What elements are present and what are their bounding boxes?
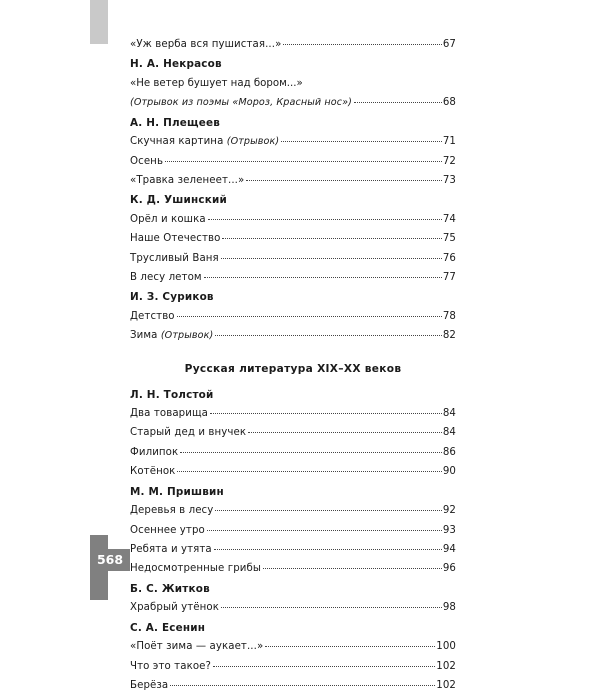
dot-leader: [214, 549, 442, 550]
author-heading: Н. А. Некрасов: [130, 58, 222, 71]
toc-entry: [130, 563, 456, 582]
toc-entry-title-text: Наше Отечество: [130, 233, 221, 245]
toc-entry-title: [130, 680, 168, 691]
toc-entry-page: 86: [442, 446, 456, 458]
toc-entry-page: 96: [442, 563, 456, 575]
toc-entry: [130, 408, 456, 427]
toc-entry: [130, 661, 456, 680]
toc-entry-title: [130, 661, 211, 672]
toc-entry: [130, 330, 456, 349]
toc-entry-title: [130, 602, 219, 613]
dot-leader: [354, 102, 442, 103]
toc-entry-page: 84: [442, 408, 456, 420]
toc-entry: [130, 466, 456, 485]
dot-leader: [215, 335, 441, 336]
toc-entry: [130, 175, 456, 194]
toc-entry-title: [130, 311, 175, 322]
section-heading: Русская литература XIX–XX веков: [184, 363, 402, 376]
toc-entry-title: [130, 253, 219, 264]
toc-entry-title-text: «Уж верба вся пушистая...»: [130, 39, 282, 50]
toc-entry: [130, 525, 456, 544]
toc-entry-title-text: «Поёт зима — аукает...»: [130, 641, 264, 653]
toc-entry: [130, 136, 456, 155]
dot-leader: [177, 471, 441, 472]
dot-leader: [222, 238, 441, 239]
toc-entry-title-text: Котёнок: [130, 466, 176, 478]
toc-entry-title-text: Орёл и кошка: [130, 213, 206, 225]
toc-entry-page: 74: [442, 213, 456, 225]
toc-entry-title-text: Ребята и утята: [130, 543, 212, 555]
toc-entry-page: 67: [442, 39, 456, 50]
toc-entry: [130, 233, 456, 252]
toc-entry-title-text: Филипок: [130, 446, 179, 458]
dot-leader: [215, 510, 441, 511]
toc-entry-page: 92: [442, 505, 456, 517]
dot-leader: [207, 530, 442, 531]
toc-entry: [130, 602, 456, 621]
toc-entry-title: [130, 97, 352, 108]
dot-leader: [165, 161, 442, 162]
toc-entry-page: 71: [442, 136, 456, 148]
toc-entry-title-text: Трусливый Ваня: [130, 252, 219, 264]
dot-leader: [221, 607, 442, 608]
toc-entry-title-text: Осеннее утро: [130, 524, 205, 536]
toc-entry-page: 75: [442, 233, 456, 245]
author-heading: С. А. Есенин: [130, 621, 206, 634]
dot-leader: [170, 685, 435, 686]
dot-leader: [221, 258, 442, 259]
toc-entry-title: [130, 544, 212, 555]
toc-entry-title-text: Недосмотренные грибы: [130, 563, 262, 575]
toc-entry-page: 102: [436, 660, 456, 672]
dot-leader: [265, 646, 435, 647]
toc-entry-title: [130, 233, 220, 244]
dot-leader: [204, 277, 442, 278]
toc-entry: [130, 214, 456, 233]
author-heading: А. Н. Плещеев: [130, 116, 220, 129]
toc-entry-title: [130, 272, 202, 283]
top-gray-strip: [90, 0, 108, 44]
dot-leader: [210, 413, 442, 414]
toc-entry-title-text: Зима: [130, 330, 161, 342]
toc-entry-title-text: Осень: [130, 155, 164, 167]
toc-entry-page: 98: [442, 602, 456, 614]
toc-entry-title: [130, 39, 281, 50]
table-of-contents: [130, 39, 456, 699]
toc-entry-title-text: Берёза: [130, 679, 169, 691]
toc-entry-title: [130, 505, 213, 516]
dot-leader: [213, 666, 435, 667]
toc-entry-page: 68: [442, 97, 456, 109]
toc-entry-title: [130, 214, 206, 225]
dot-leader: [248, 432, 442, 433]
toc-entry-note: (Отрывок): [160, 330, 214, 342]
author-heading: К. Д. Ушинский: [130, 194, 227, 207]
toc-entry: [130, 311, 456, 330]
toc-entry: [130, 253, 456, 272]
toc-entry-title-text: Скучная картина: [130, 136, 227, 148]
author-heading: Б. С. Житков: [130, 582, 210, 595]
toc-entry-title: [130, 408, 208, 419]
toc-entry: [130, 272, 456, 291]
toc-entry-title: [130, 447, 178, 458]
dot-leader: [177, 316, 442, 317]
toc-entry-page: 82: [442, 330, 456, 342]
toc-entry-page: 93: [442, 524, 456, 536]
toc-entry-title: [130, 136, 279, 147]
toc-entry: [130, 505, 456, 524]
toc-entry-title-text: «Травка зеленеет...»: [130, 174, 245, 186]
toc-entry: [130, 544, 456, 563]
toc-entry-page: 84: [442, 427, 456, 439]
toc-entry: [130, 447, 456, 466]
dot-leader: [263, 568, 442, 569]
toc-entry-title-text: Два товарища: [130, 408, 208, 420]
toc-entry: [130, 427, 456, 446]
dot-leader: [281, 141, 442, 142]
toc-entry-title-text: Деревья в лесу: [130, 505, 214, 517]
toc-entry: [130, 156, 456, 175]
toc-entry-page: 76: [442, 252, 456, 264]
dot-leader: [208, 219, 442, 220]
toc-entry-title: [130, 156, 163, 167]
dot-leader: [246, 180, 441, 181]
toc-entry: [130, 39, 456, 58]
toc-entry-title: [130, 466, 175, 477]
toc-entry-title: [130, 330, 213, 341]
toc-entry-title: [130, 563, 261, 574]
toc-entry-page: 90: [442, 466, 456, 478]
toc-entry: [130, 97, 456, 116]
dot-leader: [180, 452, 442, 453]
toc-entry-title-text: Что это такое?: [130, 660, 212, 672]
toc-entry-title: [130, 641, 263, 652]
toc-entry-title: [130, 427, 246, 438]
dot-leader: [283, 44, 441, 45]
toc-entry-title: [130, 175, 244, 186]
author-heading: И. З. Суриков: [130, 291, 214, 304]
toc-entry-title-text: Храбрый утёнок: [130, 602, 220, 614]
toc-entry-page: 77: [442, 272, 456, 284]
toc-entry-page: 102: [436, 679, 456, 691]
toc-entry-title-text: В лесу летом: [130, 272, 202, 284]
toc-entry-page: 94: [442, 543, 456, 555]
toc-entry-page: 72: [442, 155, 456, 167]
author-heading: М. М. Пришвин: [130, 485, 224, 498]
toc-entry-page: 73: [442, 174, 456, 186]
toc-entry-note: (Отрывок из поэмы «Мороз, Красный нос»): [130, 97, 352, 109]
toc-entry: [130, 641, 456, 660]
toc-entry-note: (Отрывок): [226, 136, 280, 148]
page-number: 568: [90, 549, 130, 571]
toc-entry-page: 78: [442, 310, 456, 322]
author-heading: Л. Н. Толстой: [130, 388, 214, 401]
toc-entry-title: [130, 525, 205, 536]
toc-entry-title-text: Детство: [130, 310, 175, 322]
toc-entry-title-text: Старый дед и внучек: [130, 427, 247, 439]
toc-entry-title-line: «Не ветер бушует над бором...»: [130, 77, 303, 89]
toc-entry: [130, 680, 456, 699]
toc-entry-page: 100: [436, 641, 456, 653]
